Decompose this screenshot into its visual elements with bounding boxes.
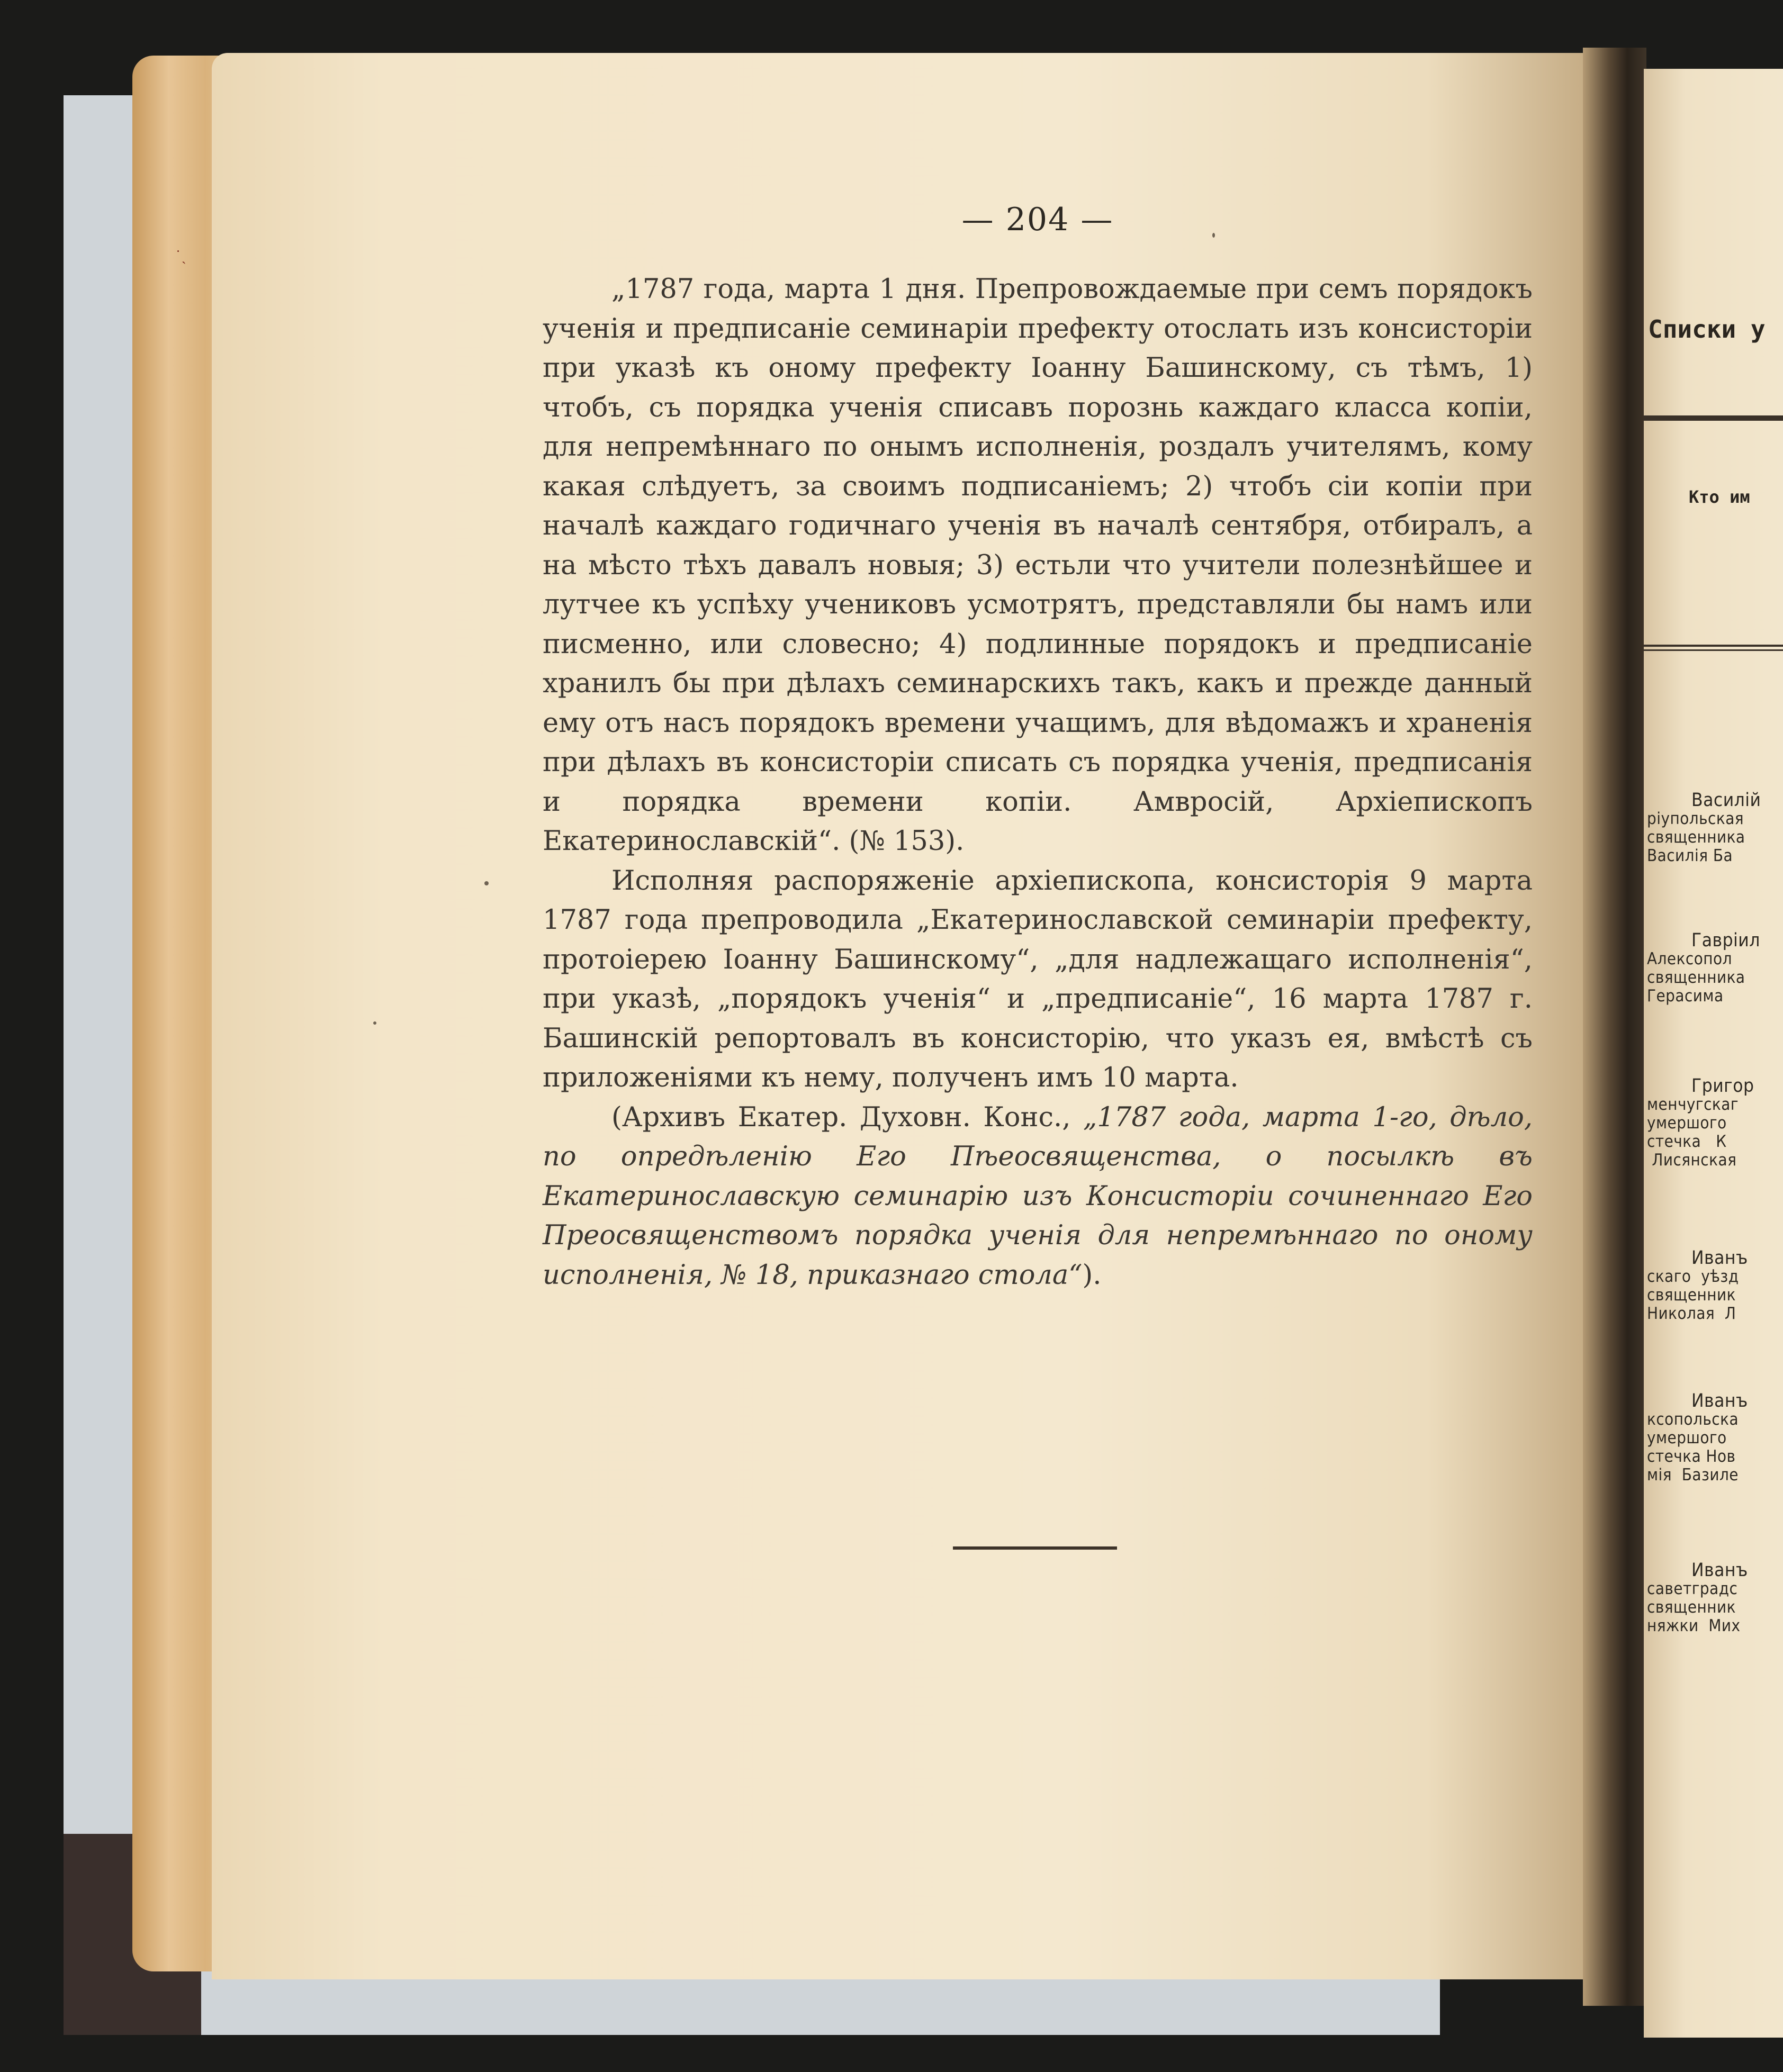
section-end-rule bbox=[953, 1546, 1117, 1550]
archive-reference-prefix: (Архивъ Екатер. Духовн. Конс., bbox=[611, 1101, 1084, 1133]
main-text bbox=[543, 270, 1533, 1295]
column-header: Кто им bbox=[1689, 487, 1750, 507]
table-top-rule bbox=[1644, 415, 1783, 421]
table-row: Василій ріупольская священника Василія Ба bbox=[1647, 790, 1761, 865]
paragraph-quote: „1787 года, марта 1 дня. Препровождаемые при семъ порядокъ ученія и предписаніе семинаріи префекту отослать изъ консисторіи при указѣ къ оному префекту Іоанну Башинскому, съ тѣмъ, 1) чтобъ, съ порядка ученія списавъ порознь каждаго класса копіи, для непремѣннаго по онымъ исполненія, роздалъ учителямъ, кому какая слѣдуетъ, за своимъ подписаніемъ; 2) чтобъ сіи копіи при началѣ каждаго годичнаго ученія въ началѣ сентября, отбиралъ, а на мѣсто тѣхъ давалъ новыя; 3) естьли что учители полезнѣйшее и лутчее къ успѣху учениковъ усмотрятъ, представляли бы намъ или писменно, или словесно; 4) подлинные порядокъ и предписаніе хранилъ бы при дѣлахъ семинарскихъ такъ, какъ и прежде данный ему отъ насъ порядокъ времени учащимъ, для вѣдомажъ и храненія при дѣлахъ въ консисторіи списать съ порядка ученія, предписанія и порядка времени копіи. Амвросій, Архіепископъ Екатеринославскій“. (№ 153). bbox=[543, 274, 1533, 857]
header-rule-second bbox=[1644, 649, 1783, 651]
archive-reference-suffix: ). bbox=[1082, 1259, 1102, 1291]
paper-speck bbox=[1212, 233, 1215, 238]
table-row: Григор менчугскаг умершого стечка К Лисянская bbox=[1647, 1075, 1754, 1170]
right-page-content bbox=[1644, 69, 1783, 2038]
paper-speck bbox=[373, 1021, 376, 1025]
table-row: Иванъ скаго уѣзд священник Николая Л bbox=[1647, 1247, 1748, 1323]
archive-reference-title: „1787 года, марта 1-го, дѣло, по опредѣленію Его Пѣеосвященства, о посылкѣ въ Екатеринославскую семинарію изъ Консисторіи сочиненнаго Его Преосвященствомъ порядка ученія для непремѣннаго по оному исполненія, № 18, приказнаго стола“ bbox=[543, 1101, 1533, 1291]
table-row: Иванъ ксопольска умершого стечка Нов мія Базиле bbox=[1647, 1390, 1748, 1485]
right-page-title: Списки у bbox=[1648, 315, 1766, 343]
paragraph-archive-reference bbox=[543, 1098, 1533, 1296]
table-row: Иванъ саветградс священник няжки Мих bbox=[1647, 1560, 1748, 1635]
paper-speck bbox=[484, 881, 489, 885]
paragraph-execution: Исполняя распоряженіе архіепископа, консисторія 9 марта 1787 года препроводила „Екатеринославской семинаріи префекту, протоіерею Іоанну Башинскому“, „для надлежащаго исполненія“, при указѣ, „порядокъ ученія“ и „предписаніе“, 16 марта 1787 г. Башинскій репортовалъ въ консисторію, что указъ ея, вмѣстѣ съ приложеніями къ нему, полученъ имъ 10 марта. bbox=[543, 865, 1533, 1093]
page-number: — 204 — bbox=[961, 201, 1114, 238]
ink-mark: ˙ˏ bbox=[175, 249, 186, 265]
header-rule bbox=[1644, 645, 1783, 647]
book-gutter bbox=[1583, 48, 1646, 2006]
right-page bbox=[1644, 69, 1783, 2038]
table-row: Гавріил Алексопол священника Герасима bbox=[1647, 930, 1760, 1006]
